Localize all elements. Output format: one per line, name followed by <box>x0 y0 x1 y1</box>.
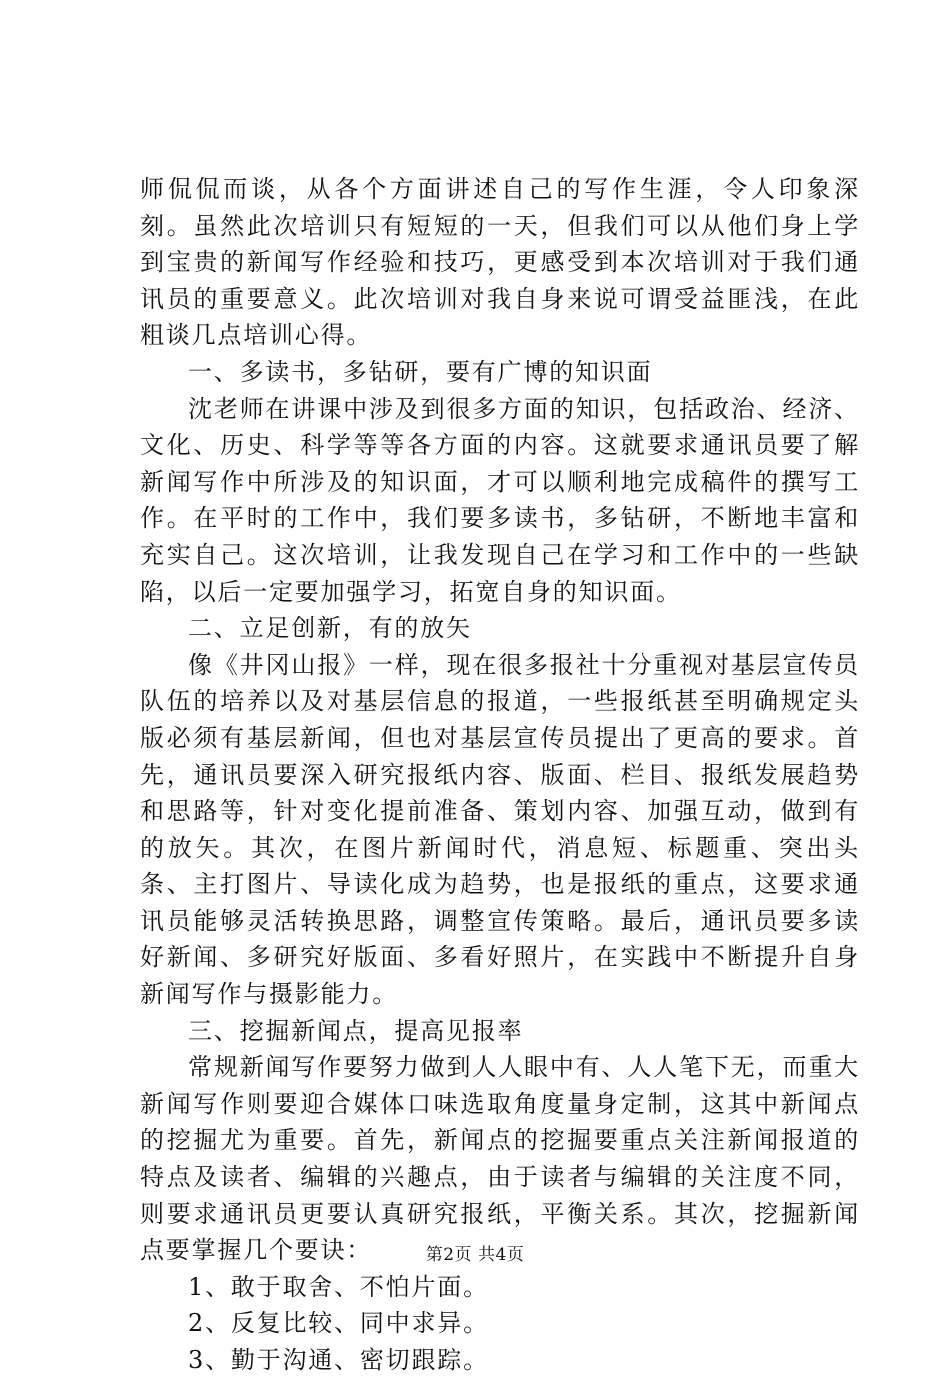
list-item-1: 1、敢于取舍、不怕片面。 <box>188 1272 489 1301</box>
document-body <box>140 171 860 1379</box>
list-item-2: 2、反复比较、同中求异。 <box>188 1309 489 1338</box>
paragraph-section-2: 像《井冈山报》一样，现在很多报社十分重视对基层宣传员队伍的培养以及对基层信息的报道，一些报纸甚至明确规定头版必须有基层新闻，但也对基层宣传员提出了更高的要求。首先，通讯员要深入研究报纸内容、版面、栏目、报纸发展趋势和思路等，针对变化提前准备、策划内容、加强互动，做到有的放矢。其次，在图片新闻时代，消息短、标题重、突出头条、主打图片、导读化成为趋势，也是报纸的重点，这要求通讯员能够灵活转换思路，调整宣传策略。最后，通讯员要多读好新闻、多研究好版面、多看好照片，在实践中不断提升自身新闻写作与摄影能力。 <box>140 650 860 1009</box>
paragraph-section-1: 沈老师在讲课中涉及到很多方面的知识，包括政治、经济、文化、历史、科学等等各方面的内容。这就要求通讯员要了解新闻写作中所涉及的知识面，才可以顺利地完成稿件的撰写工作。在平时的工作中，我们要多读书，多钻研，不断地丰富和充实自己。这次培训，让我发现自己在学习和工作中的一些缺陷，以后一定要加强学习，拓宽自身的知识面。 <box>140 394 860 606</box>
section-heading-2: 二、立足创新，有的放矢 <box>188 614 472 643</box>
list-item-3: 3、勤于沟通、密切跟踪。 <box>188 1346 489 1374</box>
section-heading-3: 三、挖掘新闻点，提高见报率 <box>188 1016 524 1045</box>
section-heading-1: 一、多读书，多钻研，要有广博的知识面 <box>188 357 653 386</box>
page-number-footer: 第2页 共4页 <box>425 1245 525 1265</box>
paragraph-section-3: 常规新闻写作要努力做到人人眼中有、人人笔下无，而重大新闻写作则要迎合媒体口味选取角度量身定制，这其中新闻点的挖掘尤为重要。首先，新闻点的挖掘要重点关注新闻报道的特点及读者、编辑的兴趣点，由于读者与编辑的关注度不同，则要求通讯员更要认真研究报纸，平衡关系。其次，挖掘新闻点要掌握几个要诀： <box>140 1053 860 1265</box>
paragraph-intro: 师侃侃而谈，从各个方面讲述自己的写作生涯，令人印象深刻。虽然此次培训只有短短的一天，但我们可以从他们身上学到宝贵的新闻写作经验和技巧，更感受到本次培训对于我们通讯员的重要意义。此次培训对我自身来说可谓受益匪浅，在此粗谈几点培训心得。 <box>140 175 860 350</box>
